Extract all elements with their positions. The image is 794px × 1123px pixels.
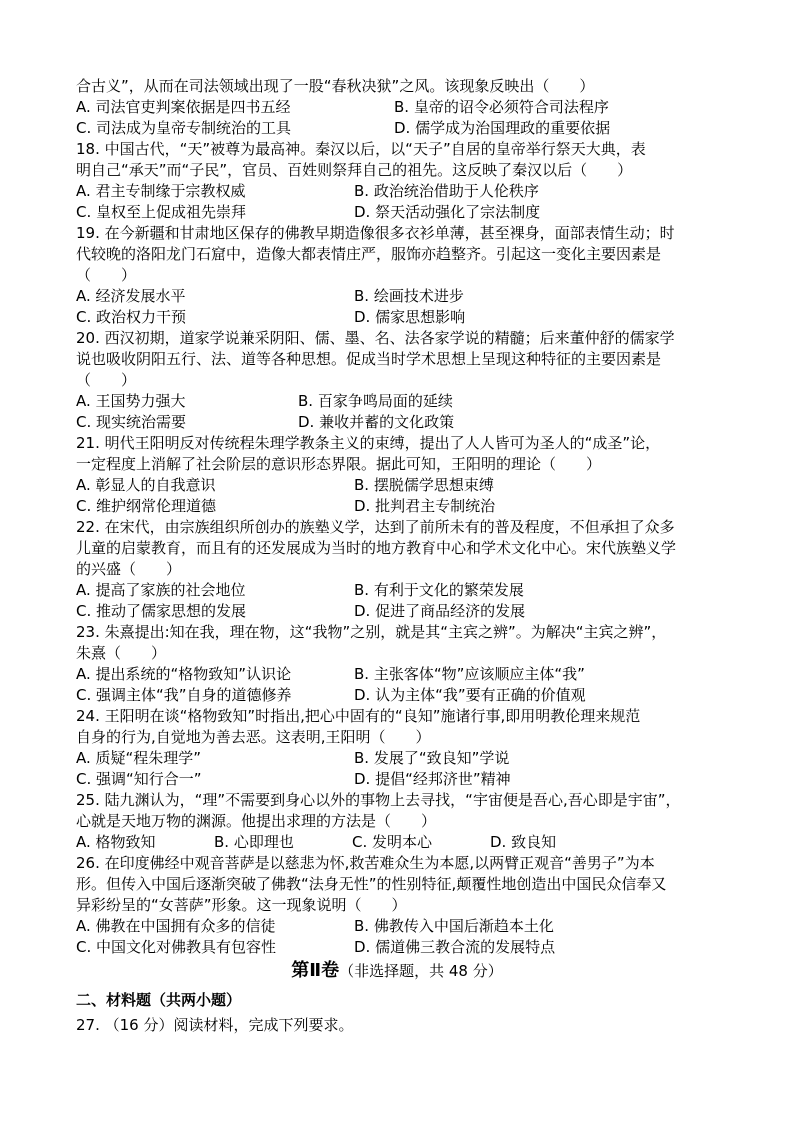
option-c: C. 强调主体“我”自身的道德修养 — [76, 686, 292, 704]
option-b: B. 有利于文化的繁荣发展 — [354, 581, 524, 599]
text-line: 说也吸收阴阳五行、法、道等各种思想。促成当时学术思想上呈现这种特征的主要因素是 — [76, 350, 662, 368]
option-b: B. 政治统治借助于人伦秩序 — [354, 182, 539, 200]
option-a: A. 格物致知 — [76, 833, 156, 851]
text-line: 形。但传入中国后逐渐突破了佛教“法身无性”的性别特征,颠覆性地创造出中国民众信奉又 — [76, 875, 667, 893]
option-d: D. 儒道佛三教合流的发展特点 — [354, 938, 556, 956]
option-b: B. 绘画技术进步 — [354, 287, 464, 305]
option-a: A. 提出系统的“格物致知”认识论 — [76, 665, 292, 683]
text-line: （ ） — [76, 266, 137, 284]
option-d: D. 致良知 — [490, 833, 557, 851]
option-a: A. 司法官吏判案依据是四书五经 — [76, 98, 291, 116]
option-c: C. 发明本心 — [352, 833, 433, 851]
text-line: 21. 明代王阳明反对传统程朱理学教条主义的束缚，提出了人人皆可为圣人的“成圣”论， — [76, 434, 661, 452]
question-27: 27. （16 分）阅读材料，完成下列要求。 — [76, 1016, 354, 1034]
option-c: C. 中国文化对佛教具有包容性 — [76, 938, 277, 956]
option-b: B. 心即理也 — [214, 833, 294, 851]
option-b: B. 主张客体“物”应该顺应主体“我” — [354, 665, 585, 683]
section-title-main: 第Ⅱ卷 — [291, 960, 340, 981]
option-b: B. 百家争鸣局面的延续 — [298, 392, 453, 410]
option-a: A. 佛教在中国拥有众多的信徒 — [76, 917, 276, 935]
option-c: C. 维护纲常伦理道德 — [76, 497, 217, 515]
text-line: 朱熹（ ） — [76, 644, 167, 662]
option-d: D. 提倡“经邦济世”精神 — [354, 770, 511, 788]
text-line: 20. 西汉初期，道家学说兼采阴阳、儒、墨、名、法各家学说的精髓；后来董仲舒的儒家学 — [76, 329, 675, 347]
text-line: 自身的行为,自觉地为善去恶。这表明,王阳明（ ） — [76, 728, 431, 746]
option-c: C. 现实统治需要 — [76, 413, 187, 431]
section-title-sub: （非选择题，共 48 分） — [339, 962, 503, 980]
option-d: D. 兼收并蓄的文化政策 — [298, 413, 455, 431]
text-line: 儿童的启蒙教育，而且有的还发展成为当时的地方教育中心和学术文化中心。宋代族塾义学 — [76, 539, 677, 557]
text-line: 26. 在印度佛经中观音菩萨是以慈悲为怀,救苦难众生为本愿,以两臂正观音“善男子”为本 — [76, 854, 655, 872]
option-c: C. 推动了儒家思想的发展 — [76, 602, 247, 620]
option-a: A. 王国势力强大 — [76, 392, 186, 410]
option-c: C. 强调“知行合一” — [76, 770, 202, 788]
option-d: D. 儒学成为治国理政的重要依据 — [394, 119, 611, 137]
text-line: 22. 在宋代，由宗族组织所创办的族塾义学，达到了前所未有的普及程度，不但承担了众多 — [76, 518, 675, 536]
text-line: 的兴盛（ ） — [76, 560, 182, 578]
text-line: 23. 朱熹提出:知在我，理在物，这“我物”之别，就是其“主宾之辨”。为解决“主宾之辨”， — [76, 623, 667, 641]
option-d: D. 促进了商品经济的发展 — [354, 602, 526, 620]
option-c: C. 政治权力干预 — [76, 308, 187, 326]
option-a: A. 彰显人的自我意识 — [76, 476, 216, 494]
option-d: D. 祭天活动强化了宗法制度 — [354, 203, 541, 221]
text-line: 明自己“承天”而“子民”，官员、百姓则祭拜自己的祖先。这反映了秦汉以后（ ） — [76, 161, 633, 179]
text-line: 合古义”，从而在司法领域出现了一股“春秋决狱”之风。该现象反映出（ ） — [76, 77, 595, 95]
option-d: D. 批判君主专制统治 — [354, 497, 496, 515]
option-b: B. 发展了“致良知”学说 — [354, 749, 510, 767]
option-d: D. 认为主体“我”要有正确的价值观 — [354, 686, 586, 704]
text-line: 代较晚的洛阳龙门石窟中，造像大都表情庄严，服饰亦趋整齐。引起这一变化主要因素是 — [76, 245, 662, 263]
text-line: 异彩纷呈的“女菩萨”形象。这一现象说明（ ） — [76, 896, 407, 914]
option-a: A. 经济发展水平 — [76, 287, 186, 305]
option-b: B. 佛教传入中国后渐趋本土化 — [354, 917, 554, 935]
option-b: B. 皇帝的诏令必须符合司法程序 — [394, 98, 609, 116]
text-line: 心就是天地万物的渊源。他提出求理的方法是（ ） — [76, 812, 437, 830]
text-line: 18. 中国古代，“天”被尊为最高神。秦汉以后，以“天子”自居的皇帝举行祭天大典，表 — [76, 140, 646, 158]
text-line: 25. 陆九渊认为，“理”不需要到身心以外的事物上去寻找，“宇宙便是吾心,吾心即是宇宙”， — [76, 791, 681, 809]
text-line: 19. 在今新疆和甘肃地区保存的佛教早期造像很多衣衫单薄，甚至裸身，面部表情生动；时 — [76, 224, 675, 242]
text-line: 24. 王阳明在谈“格物致知”时指出,把心中固有的“良知”施诸行事,即用明教伦理来规范 — [76, 707, 641, 725]
option-a: A. 质疑“程朱理学” — [76, 749, 202, 767]
option-c: C. 皇权至上促成祖先崇拜 — [76, 203, 247, 221]
text-line: 一定程度上消解了社会阶层的意识形态界限。据此可知，王阳明的理论（ ） — [76, 455, 602, 473]
option-b: B. 摆脱儒学思想束缚 — [354, 476, 494, 494]
option-a: A. 君主专制缘于宗教权威 — [76, 182, 246, 200]
option-c: C. 司法成为皇帝专制统治的工具 — [76, 119, 292, 137]
text-line: （ ） — [76, 371, 137, 389]
section-heading: 二、材料题（共两小题） — [76, 991, 242, 1009]
option-d: D. 儒家思想影响 — [354, 308, 466, 326]
option-a: A. 提高了家族的社会地位 — [76, 581, 246, 599]
section-title — [0, 958, 794, 984]
